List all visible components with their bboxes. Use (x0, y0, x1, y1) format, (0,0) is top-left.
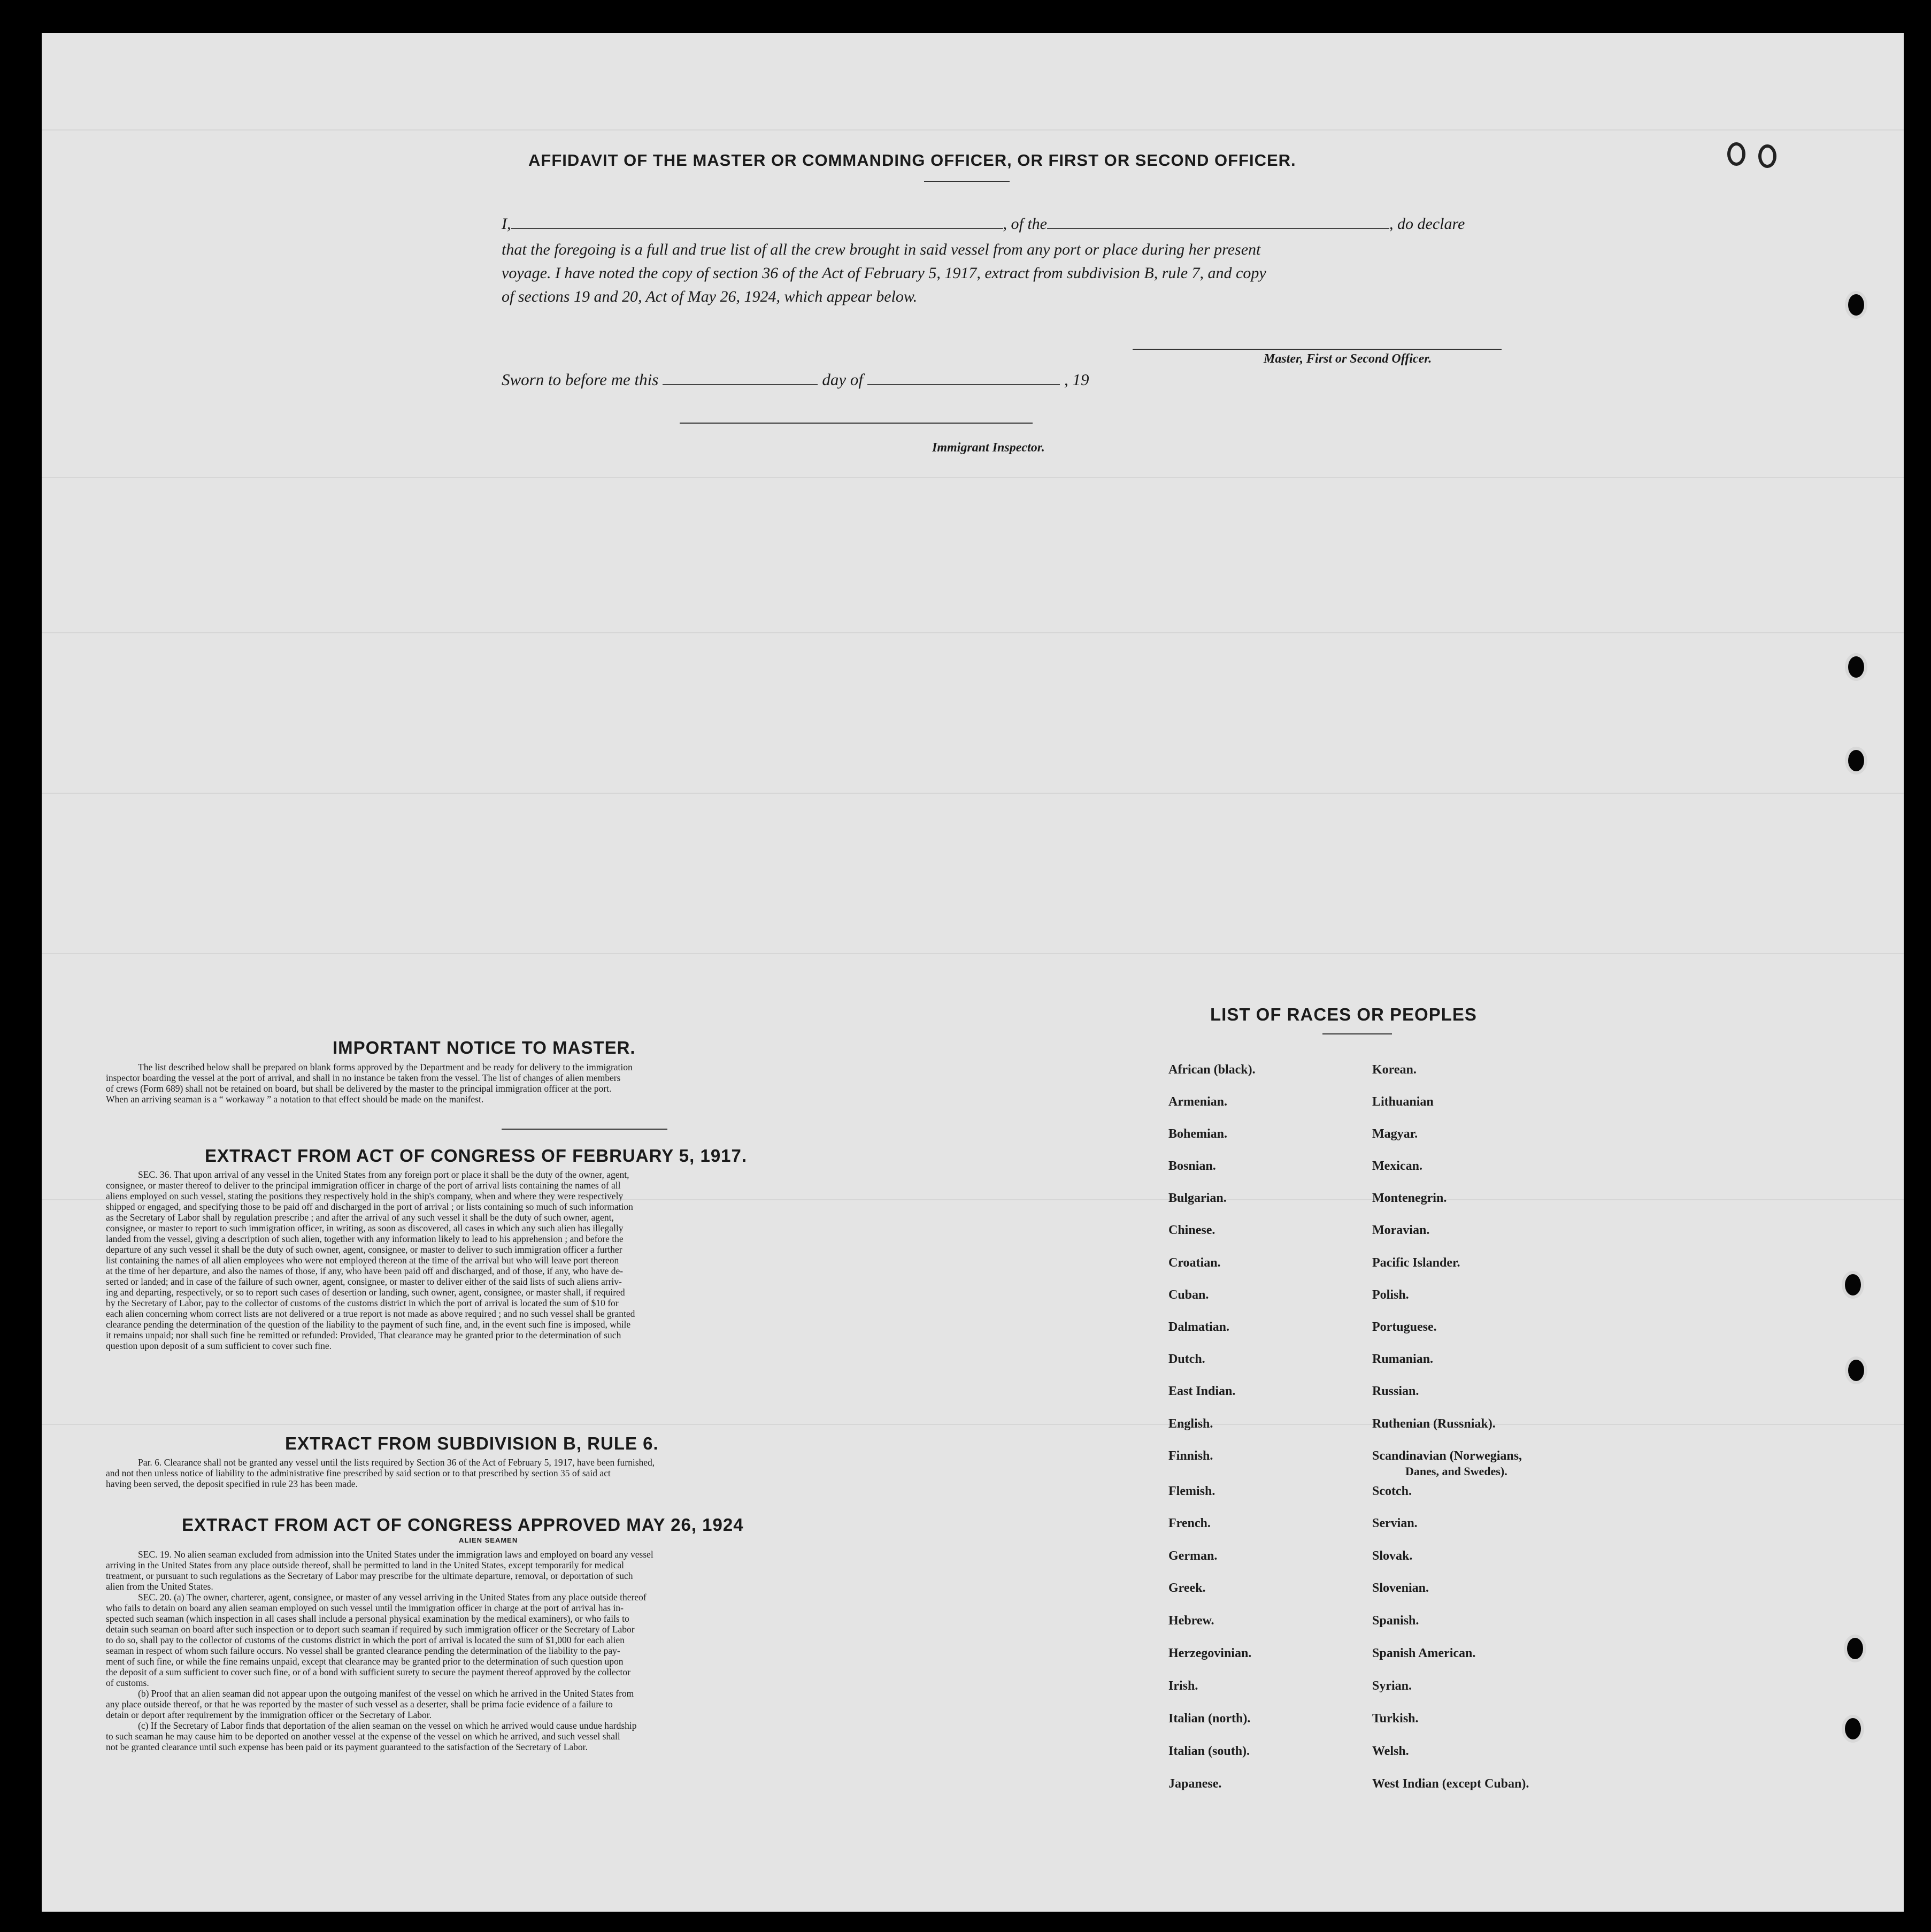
alien-seamen-subtitle: ALIEN SEAMEN (459, 1536, 518, 1544)
race-item: Welsh. (1372, 1744, 1409, 1758)
race-item: Scandinavian (Norwegians, (1372, 1449, 1522, 1463)
section-19-line: SEC. 19. No alien seaman excluded from admission into the United States under the immigration laws and employed on board any vessel (138, 1549, 653, 1560)
race-item: Servian. (1372, 1516, 1418, 1530)
race-item: English. (1168, 1417, 1213, 1431)
punch-hole-icon (1848, 1360, 1864, 1381)
affidavit-title: AFFIDAVIT OF THE MASTER OR COMMANDING OFFICER, OR FIRST OR SECOND OFFICER. (528, 151, 1296, 170)
section-36-line: landed from the vessel, giving a description of such alien, together with any information likely to lead to his apprehension ; and before the (106, 1233, 624, 1244)
inspector-label: Immigrant Inspector. (932, 441, 1045, 455)
race-item: Armenian. (1168, 1095, 1227, 1109)
affidavit-line-3: voyage. I have noted the copy of section 36 of the Act of February 5, 1917, extract from subdivision B, rule 7, and copy (502, 264, 1266, 282)
sworn-day-field[interactable] (663, 384, 818, 385)
race-item: Cuban. (1168, 1288, 1209, 1302)
race-item: Moravian. (1372, 1223, 1430, 1237)
binder-ring-icon (1727, 142, 1745, 166)
notice-line: of crews (Form 689) shall not be retained on board, but shall be delivered by the master to the principal immigration officer at the port. (106, 1083, 612, 1094)
race-item: Japanese. (1168, 1777, 1222, 1791)
affidavit-i-label: I, (502, 215, 511, 233)
race-item: Slovak. (1372, 1549, 1413, 1563)
race-item: Russian. (1372, 1384, 1419, 1398)
race-item: Spanish American. (1372, 1646, 1476, 1660)
race-item: Mexican. (1372, 1159, 1422, 1173)
punch-hole-icon (1848, 294, 1864, 316)
section-19-line: treatment, or pursuant to such regulations as the Secretary of Labor may prescribe for the ultimate departure, removal, or deportation of such (106, 1570, 633, 1581)
bleed-through-line (42, 129, 1904, 131)
bleed-through-line (42, 1424, 1904, 1425)
section-19-line: alien from the United States. (106, 1581, 213, 1592)
punch-hole-icon (1845, 1274, 1861, 1295)
section-36-line: ing and departing, respectively, or so to report such cases of desertion or landing, such owner, agent, consignee, or master shall, if required (106, 1287, 625, 1298)
section-36-line: consignee, or master to report to such immigration officer, in writing, as soon as discovered, all cases in which any such alien has illegally (106, 1223, 624, 1233)
section-36-line: by the Secretary of Labor, pay to the collector of customs of the customs district in which the port of arrival is located the sum of $10 for (106, 1298, 619, 1308)
affidavit-line-2: that the foregoing is a full and true list of all the crew brought in said vessel from any port or place during her present (502, 241, 1261, 258)
of-the-label: , of the (1003, 215, 1047, 233)
race-item: Ruthenian (Russniak). (1372, 1417, 1496, 1431)
section-20-line: of customs. (106, 1677, 149, 1688)
section-20-line: (c) If the Secretary of Labor finds that deportation of the alien seaman on the vessel on which he arrived would cause undue hardship (138, 1720, 637, 1731)
extract-1917-body (106, 1169, 929, 1351)
section-36-line: SEC. 36. That upon arrival of any vessel in the United States from any foreign port or place it shall be the duty of the owner, agent, (138, 1169, 629, 1180)
race-item: Spanish. (1372, 1614, 1419, 1628)
do-declare-label: , do declare (1389, 215, 1465, 233)
affidavit-line-1 (502, 215, 1465, 233)
race-item: Hebrew. (1168, 1614, 1214, 1628)
race-item: Turkish. (1372, 1712, 1419, 1726)
race-item: Flemish. (1168, 1484, 1215, 1498)
section-36-line: serted or landed; and in case of the failure of such owner, agent, consignee, or master to deliver either of the said lists of such aliens arriv- (106, 1276, 622, 1287)
race-item: East Indian. (1168, 1384, 1236, 1398)
punch-hole-icon (1848, 750, 1864, 771)
section-20-line: the deposit of a sum sufficient to cover such fine, or of a bond with sufficient surety to secure the payment thereof approved by the collector (106, 1667, 630, 1677)
section-19-line: arriving in the United States from any place outside thereof, shall be permitted to land in the United States, except temporarily for medical (106, 1560, 625, 1570)
section-20-line: any place outside thereof, or that he was reported by the master of such vessel as a deserter, shall be prima facie evidence of a failure to (106, 1699, 613, 1709)
race-item: Polish. (1372, 1288, 1409, 1302)
sworn-month-field[interactable] (867, 384, 1060, 385)
section-20-line: ment of such fine, or while the fine remains unpaid, except that clearance may be granted prior to the determination of such question upon (106, 1656, 624, 1667)
extract-1917-title: EXTRACT FROM ACT OF CONGRESS OF FEBRUARY 5, 1917. (205, 1146, 748, 1166)
race-item: Irish. (1168, 1679, 1198, 1693)
section-36-line: aliens employed on such vessel, stating the positions they respectively hold in the ship's company, when and where they were respectively (106, 1191, 624, 1201)
bleed-through-line (42, 632, 1904, 633)
race-item: Herzegovinian. (1168, 1646, 1252, 1660)
section-20-line: who fails to detain on board any alien seaman employed on such vessel until the immigration officer in charge at the port of arrival has in- (106, 1603, 624, 1613)
name-blank-field[interactable] (511, 228, 1003, 229)
section-20-line: spected such seaman (which inspection in all cases shall include a personal physical examination by the medical examiners), or who fails to (106, 1613, 629, 1624)
divider (1322, 1033, 1392, 1034)
bleed-through-line (42, 953, 1904, 954)
section-20-line: seaman in respect of whom such failure occurs. No vessel shall be granted clearance pending the determination of the liability to the pay- (106, 1645, 620, 1656)
bleed-through-line (42, 477, 1904, 478)
signature-line[interactable] (1133, 349, 1502, 350)
section-36-line: departure of any such vessel it shall be the duty of such owner, agent, consignee, or master to deliver to such immigration officer a further (106, 1244, 622, 1255)
section-20-line: not be granted clearance until such expense has been paid or its payment guaranteed to the satisfaction of the Secretary of Labor. (106, 1742, 588, 1752)
race-item: Greek. (1168, 1581, 1206, 1595)
year-label: , 19 (1064, 370, 1089, 389)
rule-6-title: EXTRACT FROM SUBDIVISION B, RULE 6. (285, 1433, 659, 1453)
race-item: Italian (north). (1168, 1712, 1251, 1726)
day-of-label: day of (822, 370, 863, 389)
inspector-signature-line[interactable] (680, 423, 1033, 424)
race-item: Korean. (1372, 1063, 1417, 1077)
extract-1924-title: EXTRACT FROM ACT OF CONGRESS APPROVED MAY 26, 1924 (182, 1515, 744, 1535)
race-item: Bosnian. (1168, 1159, 1216, 1173)
notice-line: When an arriving seaman is a “ workaway ” a notation to that effect should be made on the manifest. (106, 1094, 484, 1105)
punch-hole-icon (1848, 656, 1864, 678)
notice-line: inspector boarding the vessel at the port of arrival, and shall in no instance be taken from the vessel. The list of changes of alien members (106, 1072, 621, 1083)
rule-6-body (106, 1457, 929, 1489)
race-item: Lithuanian (1372, 1095, 1434, 1109)
race-item: Pacific Islander. (1372, 1256, 1460, 1270)
race-item: Dutch. (1168, 1352, 1205, 1366)
race-item: Bohemian. (1168, 1127, 1228, 1141)
rule-6-line: Par. 6. Clearance shall not be granted any vessel until the lists required by Section 36 of the Act of February 5, 1917, have been furnished, (138, 1457, 655, 1468)
race-item: Portuguese. (1372, 1320, 1437, 1334)
race-item: Rumanian. (1372, 1352, 1434, 1366)
vessel-blank-field[interactable] (1047, 228, 1389, 229)
signature-label: Master, First or Second Officer. (1264, 352, 1432, 366)
race-item: Dalmatian. (1168, 1320, 1229, 1334)
notice-line: The list described below shall be prepared on blank forms approved by the Department and be ready for delivery to the immigration (138, 1062, 633, 1072)
section-20-line: (b) Proof that an alien seaman did not appear upon the outgoing manifest of the vessel on which he arrived in the United States from (138, 1688, 634, 1699)
sworn-line (502, 370, 1089, 389)
race-item: African (black). (1168, 1063, 1256, 1077)
race-item: French. (1168, 1516, 1211, 1530)
rule-6-line: having been served, the deposit specified in rule 23 has been made. (106, 1478, 358, 1489)
race-item: Magyar. (1372, 1127, 1418, 1141)
section-20-line: SEC. 20. (a) The owner, charterer, agent, consignee, or master of any vessel arriving in the United States from any place outside thereof (138, 1592, 647, 1603)
divider (502, 1129, 667, 1130)
race-item: West Indian (except Cuban). (1372, 1777, 1529, 1791)
bleed-through-line (42, 793, 1904, 794)
punch-hole-icon (1847, 1638, 1863, 1659)
section-36-line: list containing the names of all alien employees who were not employed thereon at the time of the arrival but who will leave port thereon (106, 1255, 619, 1266)
extract-1924-body (106, 1549, 929, 1752)
notice-body (106, 1062, 929, 1105)
race-item: Finnish. (1168, 1449, 1213, 1463)
section-36-line: at the time of her departure, and also the names of those, if any, who have been paid off and discharged, and of those, if any, who have de- (106, 1266, 624, 1276)
section-36-line: as the Secretary of Labor shall by regulation prescribe ; and after the arrival of any such vessel it shall be the duty of such owner, agent, (106, 1212, 614, 1223)
section-20-line: detain such seaman on board after such inspection or to deport such seaman if required by such immigration officer or the Secretary of Labor (106, 1624, 635, 1635)
sworn-label: Sworn to before me this (502, 370, 659, 389)
race-item: Chinese. (1168, 1223, 1215, 1237)
notice-title: IMPORTANT NOTICE TO MASTER. (333, 1038, 636, 1057)
divider (924, 181, 1010, 182)
section-20-line: detain or deport after requirement by the immigration officer or the Secretary of Labor. (106, 1709, 432, 1720)
race-item: Danes, and Swedes). (1405, 1465, 1507, 1478)
section-20-line: to such seaman he may cause him to be deported on another vessel at the expense of the vessel on which he arrived, and such vessel shall (106, 1731, 620, 1742)
section-36-line: it remains unpaid; nor shall such fine be remitted or refunded: Provided, That clearance may be granted prior to the determination of such (106, 1330, 621, 1340)
punch-hole-icon (1845, 1718, 1861, 1739)
race-item: Syrian. (1372, 1679, 1412, 1693)
race-item: Italian (south). (1168, 1744, 1250, 1758)
binder-ring-icon (1758, 144, 1776, 168)
race-item: Bulgarian. (1168, 1191, 1227, 1205)
affidavit-line-4: of sections 19 and 20, Act of May 26, 1924, which appear below. (502, 288, 918, 305)
races-title: LIST OF RACES OR PEOPLES (1210, 1005, 1477, 1024)
document-page (42, 33, 1904, 1912)
race-item: Scotch. (1372, 1484, 1412, 1498)
section-36-line: question upon deposit of a sum sufficient to cover such fine. (106, 1340, 332, 1351)
section-36-line: shipped or engaged, and specifying those to be paid off and discharged in the port of arrival ; or lists containing so much of such information (106, 1201, 633, 1212)
section-20-line: to do so, shall pay to the collector of customs of the customs district in which the port of arrival is located the sum of $1,000 for each alien (106, 1635, 625, 1645)
race-item: Slovenian. (1372, 1581, 1429, 1595)
race-item: Montenegrin. (1372, 1191, 1447, 1205)
section-36-line: clearance pending the determination of the question of the liability to the payment of such fine, and, in the event such fine is imposed, while (106, 1319, 631, 1330)
race-item: Croatian. (1168, 1256, 1221, 1270)
section-36-line: consignee, or master thereof to deliver to the principal immigration officer in charge of the port of arrival lists containing the names of all (106, 1180, 621, 1191)
section-36-line: each alien concerning whom correct lists are not delivered or a true report is not made as above required ; and no such vessel shall be granted (106, 1308, 635, 1319)
rule-6-line: and not then unless notice of liability to the administrative fine prescribed by said section or to that prescribed by section 35 of said act (106, 1468, 611, 1478)
race-item: German. (1168, 1549, 1218, 1563)
